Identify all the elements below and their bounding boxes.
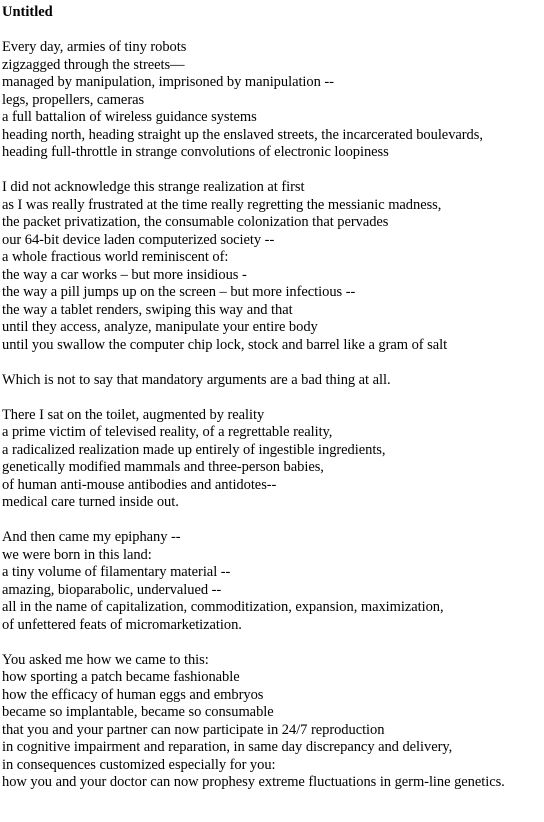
stanza bbox=[2, 529, 542, 634]
poem-line: the way a tablet renders, swiping this way and that bbox=[2, 301, 293, 318]
poem-line: legs, propellers, cameras bbox=[2, 91, 145, 108]
poem-line: Every day, armies of tiny robots bbox=[2, 39, 187, 55]
poem-line: the way a pill jumps up on the screen – but more infectious -- bbox=[2, 284, 356, 300]
poem-line: all in the name of capitalization, commoditization, expansion, maximization, bbox=[2, 599, 444, 615]
poem-line: in cognitive impairment and reparation, in same day discrepancy and delivery, bbox=[2, 739, 453, 755]
poem-line: Which is not to say that mandatory arguments are a bad thing at all. bbox=[2, 371, 391, 388]
poem-line: became so implantable, became so consumable bbox=[2, 704, 274, 720]
poem-line: that you and your partner can now participate in 24/7 reproduction bbox=[2, 721, 385, 738]
poem-line: heading north, heading straight up the enslaved streets, the incarcerated boulevards, bbox=[2, 126, 483, 143]
poem-line: genetically modified mammals and three-person babies, bbox=[2, 459, 324, 475]
poem-line: until they access, analyze, manipulate your entire body bbox=[2, 319, 318, 335]
poem-line: heading full-throttle in strange convolutions of electronic loopiness bbox=[2, 144, 389, 160]
poem-line: until you swallow the computer chip lock, stock and barrel like a gram of salt bbox=[2, 336, 448, 353]
poem-line: I did not acknowledge this strange realization at first bbox=[2, 179, 305, 195]
poem-line: a prime victim of televised reality, of a regrettable reality, bbox=[2, 424, 333, 440]
stanza bbox=[2, 652, 542, 792]
poem-line: as I was really frustrated at the time really regretting the messianic madness, bbox=[2, 196, 442, 213]
stanza bbox=[2, 179, 542, 354]
stanza bbox=[2, 407, 542, 512]
document-title: Untitled bbox=[2, 4, 53, 20]
poem-line: You asked me how we came to this: bbox=[2, 651, 209, 668]
poem-line: managed by manipulation, imprisoned by manipulation -- bbox=[2, 74, 334, 90]
poem-line: of unfettered feats of micromarketization. bbox=[2, 616, 242, 633]
poem-line: amazing, bioparabolic, undervalued -- bbox=[2, 581, 222, 598]
poem-line: the way a car works – but more insidious - bbox=[2, 266, 247, 283]
poem-line: And then came my epiphany -- bbox=[2, 529, 181, 545]
poem-line: a radicalized realization made up entirely of ingestible ingredients, bbox=[2, 441, 386, 458]
poem-line: a tiny volume of filamentary material -- bbox=[2, 564, 231, 580]
poem-line: the packet privatization, the consumable colonization that pervades bbox=[2, 214, 389, 230]
poem-line: how you and your doctor can now prophesy extreme fluctuations in germ-line genetics. bbox=[2, 774, 505, 790]
stanza bbox=[2, 372, 542, 390]
poem-line: how sporting a patch became fashionable bbox=[2, 669, 240, 685]
poem-line: our 64-bit device laden computerized society -- bbox=[2, 231, 275, 248]
poem-line: how the efficacy of human eggs and embryos bbox=[2, 686, 264, 703]
poem-line: we were born in this land: bbox=[2, 546, 152, 563]
poem-body bbox=[2, 39, 542, 792]
poem-line: zigzagged through the streets— bbox=[2, 56, 185, 73]
poem-line: a whole fractious world reminiscent of: bbox=[2, 249, 229, 265]
document-page bbox=[2, 4, 542, 809]
poem-line: a full battalion of wireless guidance systems bbox=[2, 109, 257, 125]
poem-line: There I sat on the toilet, augmented by reality bbox=[2, 406, 265, 423]
poem-line: medical care turned inside out. bbox=[2, 494, 179, 510]
stanza bbox=[2, 39, 542, 162]
poem-line: of human anti-mouse antibodies and antidotes-- bbox=[2, 476, 277, 493]
poem-line: in consequences customized especially for you: bbox=[2, 756, 276, 773]
